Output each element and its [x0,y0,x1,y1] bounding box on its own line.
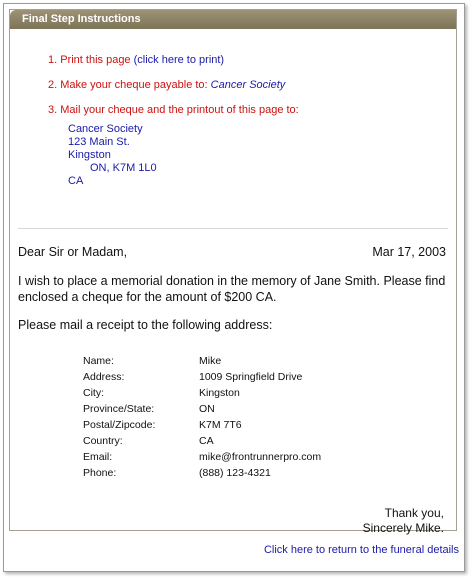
detail-value: Kingston [199,387,240,399]
print-link[interactable]: (click here to print) [133,54,225,66]
address-line: Cancer Society [68,123,143,135]
payee-name: Cancer Society [210,79,286,91]
closing-line: Thank you, [384,506,444,520]
address-line: Kingston [68,149,111,161]
detail-label: Address: [83,371,125,383]
steps-list [48,54,299,129]
letter-date: Mar 17, 2003 [372,245,446,259]
detail-label: Phone: [83,467,117,479]
table-row [83,419,321,435]
table-row [83,371,321,387]
address-line: 123 Main St. [68,136,130,148]
address-line: ON, K7M 1L0 [90,162,157,174]
paragraph-line: enclosed a cheque for the amount of $200 CA. [18,290,277,304]
letter-closing [363,506,444,536]
detail-label: Email: [83,451,113,463]
mailing-address [68,123,157,188]
detail-value: mike@frontrunnerpro.com [199,451,322,463]
table-row [83,451,321,467]
salutation: Dear Sir or Madam, [18,245,128,259]
step-print [48,54,299,79]
detail-value: Mike [199,355,222,367]
detail-label: Postal/Zipcode: [83,419,156,431]
paragraph-line: I wish to place a memorial donation in the memory of Jane Smith. Please find [18,274,446,288]
letter [18,245,446,333]
panel-header: Final Step Instructions [10,10,456,29]
closing-line: Sincerely Mike. [362,521,444,535]
table-row [83,467,321,483]
table-row [83,387,321,403]
step-payable-text: 2. Make your cheque payable to: [48,79,208,91]
detail-label: Name: [83,355,114,367]
step-mail-text: 3. Mail your cheque and the printout of this page to: [48,104,299,116]
receipt-request: Please mail a receipt to the following address: [18,318,273,332]
table-row [83,435,321,451]
detail-value: K7M 7T6 [199,419,242,431]
divider [18,228,448,229]
receipt-details-table [83,355,321,483]
detail-label: Country: [83,435,123,447]
letter-greeting-row [18,245,446,269]
table-row [83,403,321,419]
step-print-text: 1. Print this page [48,54,131,66]
detail-value: 1009 Springfield Drive [199,371,303,383]
detail-value: (888) 123-4321 [199,467,271,479]
table-row [83,355,321,371]
return-to-funeral-details-link[interactable]: Click here to return to the funeral details [263,544,459,556]
step-payable [48,79,299,104]
detail-value: ON [199,403,215,415]
detail-value: CA [199,435,214,447]
detail-label: Province/State: [83,403,155,415]
instructions-panel [9,9,457,535]
address-line: CA [68,175,84,187]
detail-label: City: [83,387,104,399]
donation-paragraph [18,273,446,305]
